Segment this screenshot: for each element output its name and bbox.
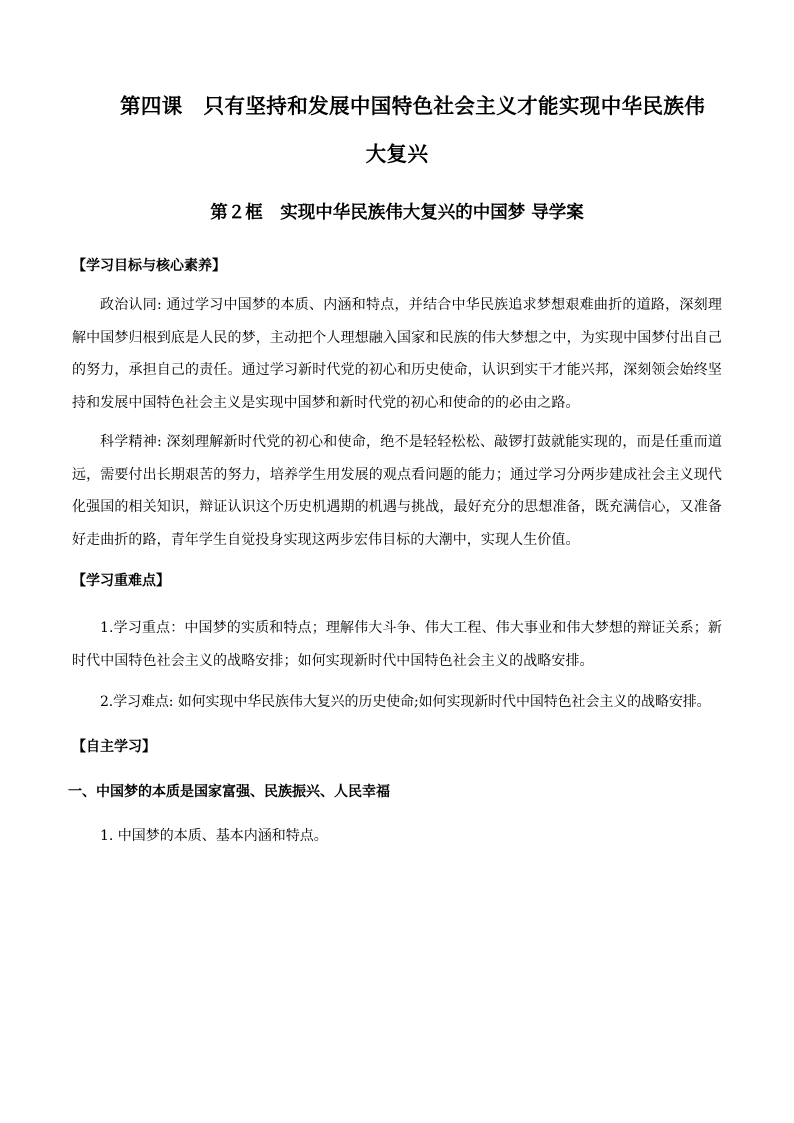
key-point-1: 1.学习重点：中国梦的实质和特点；理解伟大斗争、伟大工程、伟大事业和伟大梦想的辩证关系；新时代中国特色社会主义的战略安排；如何实现新时代中国特色社会主义的战略安排。 bbox=[72, 620, 722, 669]
lesson-title-continued: 大复兴 bbox=[365, 142, 429, 166]
part-one-heading: 一、中国梦的本质是国家富强、民族振兴、人民幸福 bbox=[68, 784, 390, 800]
goals-heading: 【学习目标与核心素养】 bbox=[72, 258, 226, 274]
part-one-item-1: 1. 中国梦的本质、基本内涵和特点。 bbox=[100, 828, 328, 844]
key-point-2: 2.学习难点: 如何实现中华民族伟大复兴的历史使命;如何实现新时代中国特色社会主义的战略安排。 bbox=[100, 694, 711, 710]
goals-paragraph-political: 政治认同: 通过学习中国梦的本质、内涵和特点，并结合中华民族追求梦想艰难曲折的道路，深刻理解中国梦归根到底是人民的梦，主动把个人理想融入国家和民族的伟大梦想之中，为实现中国梦付出自己的努力，承担自己的责任。通过学习新时代党的初心和历史使命，认识到实干才能兴邦，深刻领会始终坚持和发展中国特色社会主义是实现中国梦和新时代党的初心和使命的的必由之路。 bbox=[72, 297, 722, 411]
lesson-title: 第四课 只有坚持和发展中国特色社会主义才能实现中华民族伟 bbox=[120, 94, 706, 118]
goals-paragraph-science: 科学精神: 深刻理解新时代党的初心和使命，绝不是轻轻松松、敲锣打鼓就能实现的，而是任重而道远，需要付出长期艰苦的努力，培养学生用发展的观点看问题的能力；通过学习分两步建成社会主义现代化强国的相关知识，辩证认识这个历史机遇期的机遇与挑战，最好充分的思想准备，既充满信心，又准备好走曲折的路，青年学生自觉投身实现这两步宏伟目标的大潮中，实现人生价值。 bbox=[72, 434, 722, 548]
key-points-heading: 【学习重难点】 bbox=[72, 573, 170, 589]
section-subtitle: 第２框 实现中华民族伟大复兴的中国梦 导学案 bbox=[210, 203, 584, 223]
self-study-heading: 【自主学习】 bbox=[72, 739, 156, 755]
